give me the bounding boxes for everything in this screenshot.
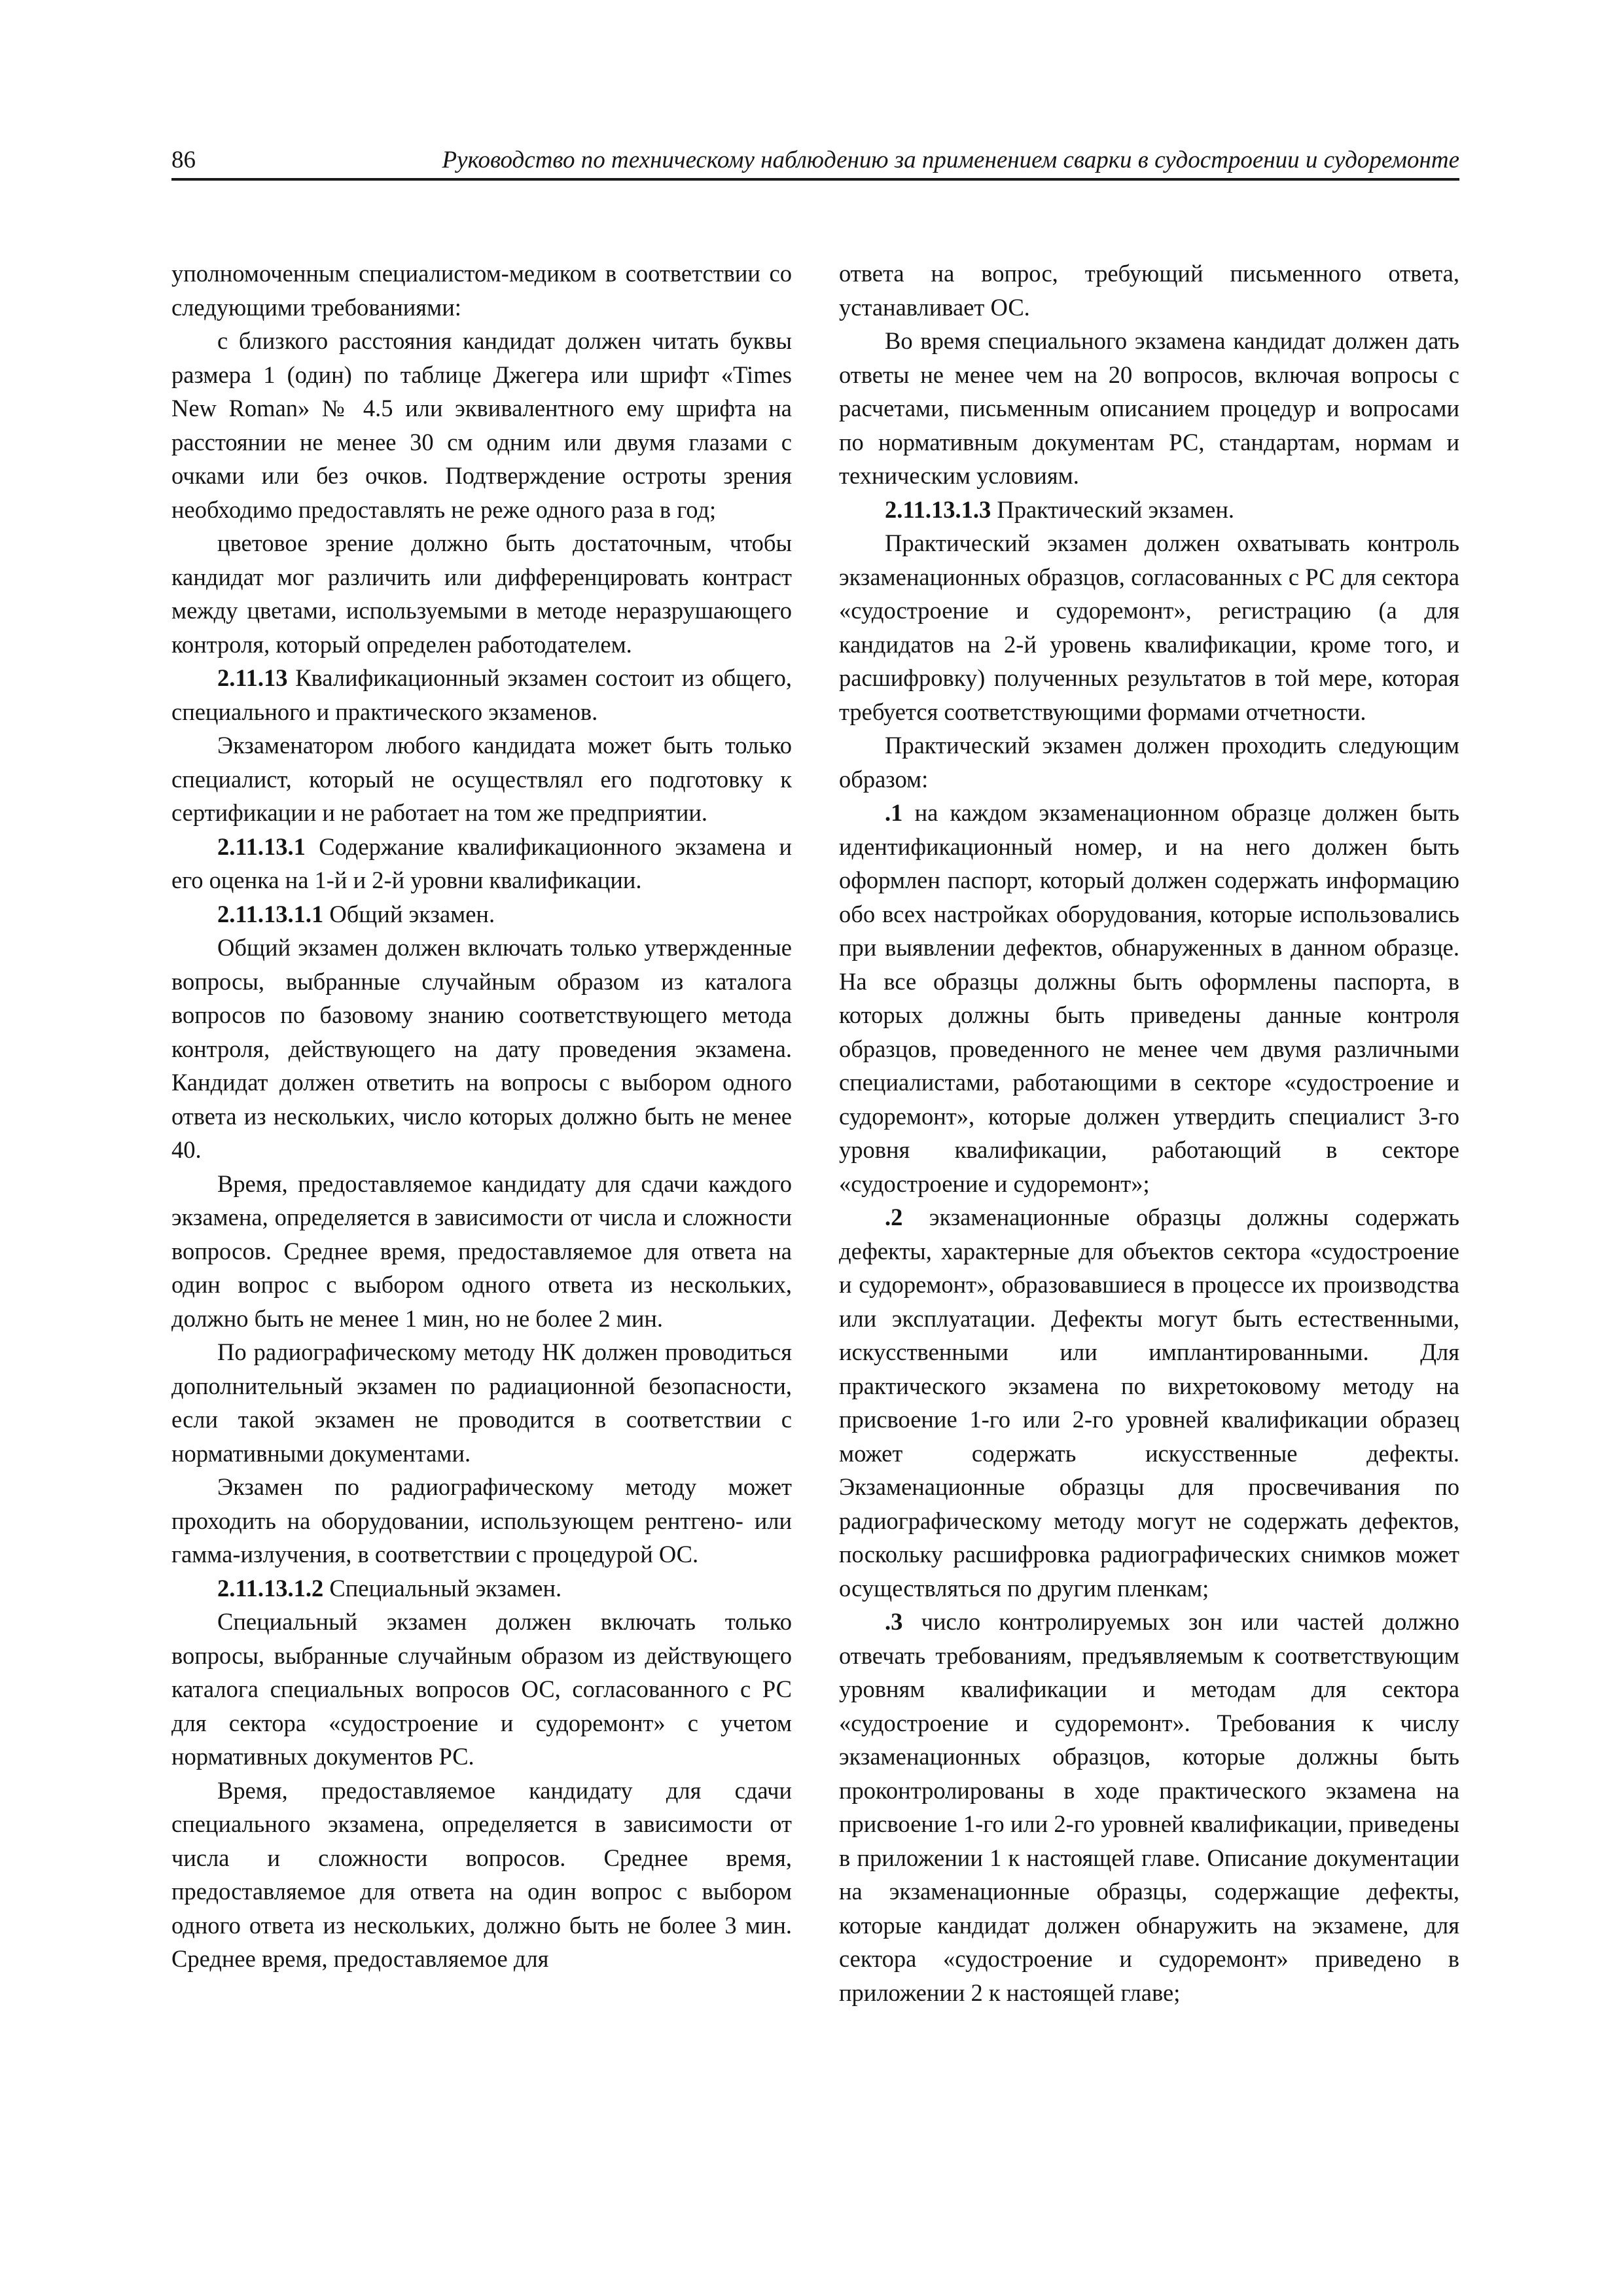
paragraph	[171, 1167, 792, 1336]
paragraph	[839, 728, 1459, 796]
header-rule	[171, 178, 1459, 181]
section-number: 2.11.13.1.3	[885, 495, 991, 523]
paragraph-text: число контролируемых зон или частей должно отвечать требованиям, предъявляемым к соответствующим уровням квалификации и методам для сектора «судостроение и судоремонт». Требования к числу экзаменационных образцов, которые должны быть проконтролированы в ходе практического экзамена на присвоение 1-го или 2-го уровней квалификации, приведены в приложении 1 к настоящей главе. Описание документации на экзаменационные образцы, содержащие дефекты, которые кандидат должен обнаружить на экзамене, для сектора «судостроение и судоремонт» приведено в приложении 2 к настоящей главе;	[839, 1608, 1459, 2006]
item-number: .2	[885, 1204, 903, 1230]
right-column	[839, 257, 1459, 2009]
section-number: 2.11.13	[217, 664, 288, 691]
paragraph-text: Специальный экзамен должен включать только вопросы, выбранные случайным образом из действующего каталога специальных вопросов ОС, согласованного с РС для сектора «судостроение и судоремонт» с учетом нормативных документов РС.	[171, 1608, 792, 1770]
paragraph	[171, 324, 792, 526]
list-item	[839, 796, 1459, 1200]
paragraph-text: ответа на вопрос, требующий письменного ответа, устанавливает ОС.	[839, 260, 1459, 321]
paragraph-text: Общий экзамен.	[329, 900, 495, 927]
page-header	[171, 145, 1459, 178]
left-column	[171, 257, 792, 1976]
paragraph-text: Экзаменатором любого кандидата может быть только специалист, который не осуществлял его подготовку к сертификации и не работает на том же предприятии.	[171, 732, 792, 826]
paragraph	[171, 1470, 792, 1571]
paragraph	[839, 526, 1459, 728]
item-number: .1	[885, 799, 903, 826]
paragraph-text: Экзамен по радиографическому методу может проходить на оборудовании, использующем рентгено- или гамма-излучения, в соответствии с процедурой ОС.	[171, 1473, 792, 1568]
paragraph-text: Общий экзамен должен включать только утвержденные вопросы, выбранные случайным образом из каталога вопросов по базовому знанию соответствующего метода контроля, действующего на дату проведения экзамена. Кандидат должен ответить на вопросы с выбором одного ответа из нескольких, число которых должно быть не менее 40.	[171, 934, 792, 1163]
paragraph-text: Квалификационный экзамен состоит из общего, специального и практического экзаменов.	[171, 664, 792, 725]
paragraph	[171, 728, 792, 830]
paragraph-text: с близкого расстояния кандидат должен читать буквы размера 1 (один) по таблице Джегера или шрифт «Times New Roman» № 4.5 или эквивалентного ему шрифта на расстоянии не менее 30 см одним или двумя глазами с очками или без очков. Подтверждение остроты зрения необходимо предоставлять не реже одного раза в год;	[171, 327, 792, 523]
paragraph	[839, 324, 1459, 493]
paragraph	[171, 1335, 792, 1470]
paragraph-text: Содержание квалификационного экзамена и его оценка на 1-й и 2-й уровни квалификации.	[171, 833, 792, 893]
paragraph-text: Время, предоставляемое кандидату для сдачи каждого экзамена, определяется в зависимости от числа и сложности вопросов. Среднее время, предоставляемое для ответа на один вопрос с выбором одного ответа из нескольких, должно быть не менее 1 мин, но не более 2 мин.	[171, 1170, 792, 1332]
paragraph-text: цветовое зрение должно быть достаточным, чтобы кандидат мог различить или дифференцировать контраст между цветами, используемыми в методе неразрушающего контроля, который определен работодателем.	[171, 529, 792, 658]
page-number: 86	[171, 147, 196, 173]
paragraph	[171, 1774, 792, 1976]
section-number: 2.11.13.1.1	[217, 900, 324, 927]
section-number: 2.11.13.1	[217, 833, 306, 860]
item-number: .3	[885, 1608, 903, 1635]
paragraph-text: Практический экзамен должен охватывать контроль экзаменационных образцов, согласованных с РС для сектора «судостроение и судоремонт», регистрацию (а для кандидатов на 2-й уровень квалификации, кроме того, и расшифровку) полученных результатов в той мере, которая требуется соответствующими формами отчетности.	[839, 529, 1459, 725]
paragraph	[171, 931, 792, 1167]
paragraph-text: Практический экзамен должен проходить следующим образом:	[839, 732, 1459, 793]
paragraph-text: на каждом экзаменационном образце должен быть идентификационный номер, и на него должен быть оформлен паспорт, который должен содержать информацию обо всех настройках оборудования, которые использовались при выявлении дефектов, обнаруженных в данном образце. На все образцы должны быть оформлены паспорта, в которых должны быть приведены данные контроля образцов, проведенного не менее чем двумя различными специалистами, работающими в секторе «судостроение и судоремонт», которые должен утвердить специалист 3-го уровня квалификации, работающий в секторе «судостроение и судоремонт»;	[839, 799, 1459, 1197]
paragraph	[171, 1605, 792, 1774]
paragraph	[839, 493, 1459, 527]
paragraph	[839, 257, 1459, 324]
paragraph	[171, 526, 792, 661]
paragraph-text: По радиографическому методу НК должен проводиться дополнительный экзамен по радиационной безопасности, если такой экзамен не проводится в соответствии с нормативными документами.	[171, 1338, 792, 1467]
running-title: Руководство по техническому наблюдению за применением сварки в судостроении и судоремонте	[442, 147, 1459, 173]
paragraph-text: уполномоченным специалистом-медиком в соответствии со следующими требованиями:	[171, 260, 792, 321]
paragraph-text: Практический экзамен.	[997, 495, 1235, 523]
list-item	[839, 1605, 1459, 2009]
list-item	[839, 1200, 1459, 1605]
paragraph	[171, 257, 792, 324]
section-number: 2.11.13.1.2	[217, 1574, 324, 1602]
paragraph-text: Специальный экзамен.	[329, 1574, 562, 1602]
paragraph-text: Во время специального экзамена кандидат должен дать ответы не менее чем на 20 вопросов, включая вопросы с расчетами, письменным описанием процедур и вопросами по нормативным документам РС, стандартам, нормам и техническим условиям.	[839, 327, 1459, 489]
paragraph-text: Время, предоставляемое кандидату для сдачи специального экзамена, определяется в зависимости от числа и сложности вопросов. Среднее время, предоставляемое для ответа на один вопрос с выбором одного ответа из нескольких, должно быть не более 3 мин. Среднее время, предоставляемое для	[171, 1776, 792, 1972]
paragraph	[171, 830, 792, 897]
paragraph	[171, 1571, 792, 1605]
paragraph	[171, 897, 792, 931]
paragraph	[171, 661, 792, 728]
paragraph-text: экзаменационные образцы должны содержать дефекты, характерные для объектов сектора «судостроение и судоремонт», образовавшиеся в процессе их производства или эксплуатации. Дефекты могут быть естественными, искусственными или имплантированными. Для практического экзамена по вихретоковому методу на присвоение 1-го или 2-го уровней квалификации образец может содержать искусственные дефекты. Экзаменационные образцы для просвечивания по радиографическому методу могут не содержать дефектов, поскольку расшифровка радиографических снимков может осуществляться по другим пленкам;	[839, 1204, 1459, 1602]
